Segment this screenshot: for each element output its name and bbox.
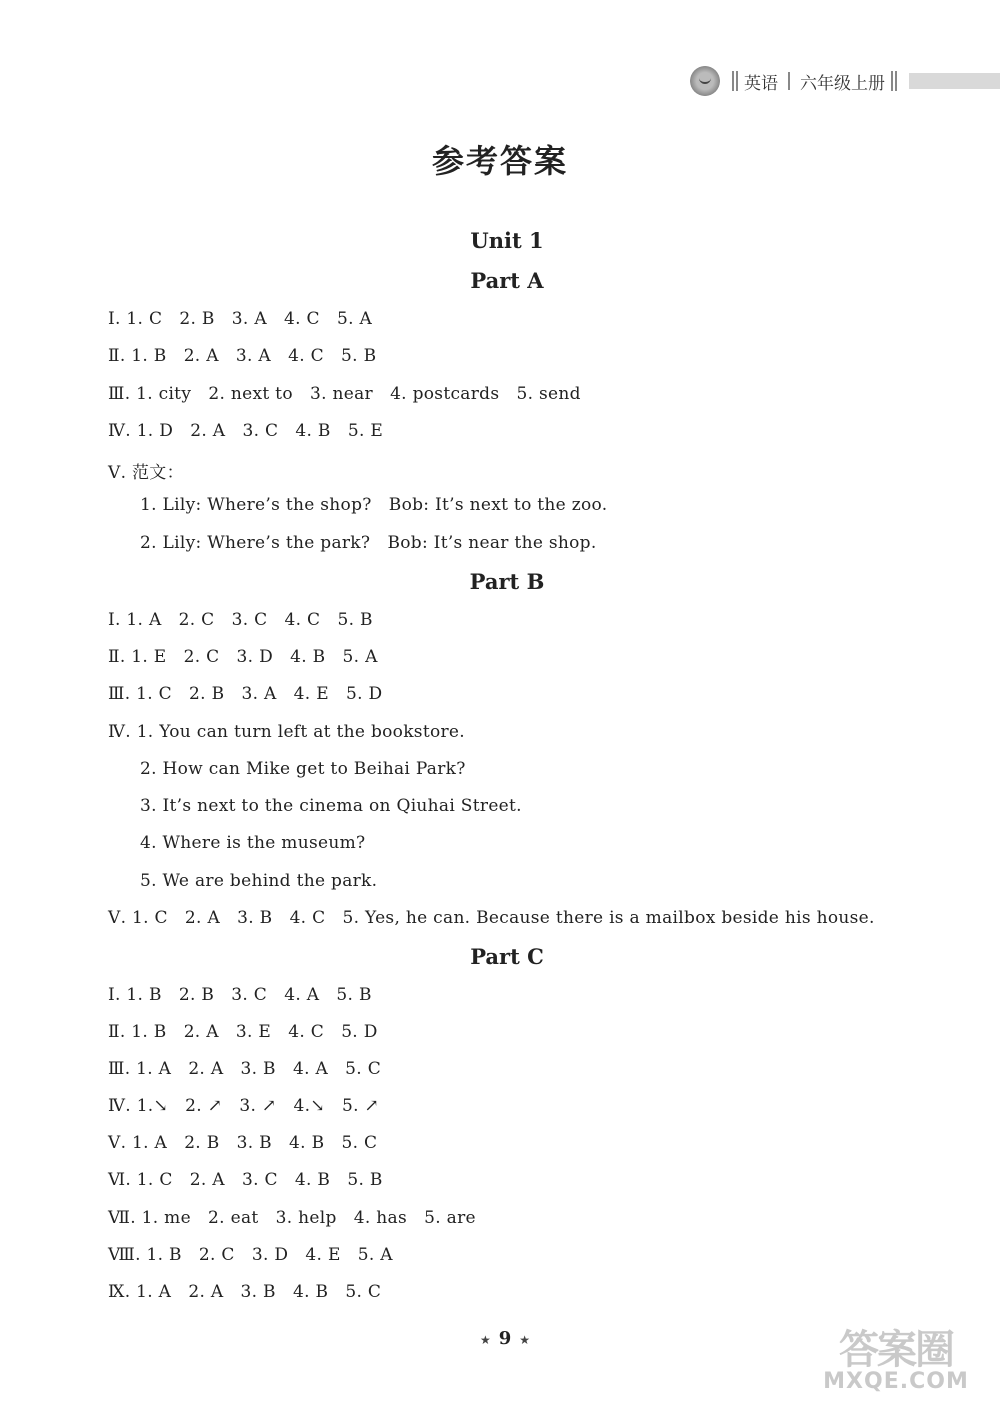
answer-line: 3. It’s next to the cinema on Qiuhai Street. <box>140 796 522 816</box>
part-c-title: Part C <box>470 944 544 969</box>
divider-bars-right <box>891 71 897 91</box>
answer-line: Ⅳ. 1. D 2. A 3. C 4. B 5. E <box>108 421 384 441</box>
answer-line: Ⅶ. 1. me 2. eat 3. help 4. has 5. are <box>108 1208 476 1228</box>
answer-line: Ⅲ. 1. C 2. B 3. A 4. E 5. D <box>108 684 383 704</box>
answer-line: Ⅰ. 1. A 2. C 3. C 4. C 5. B <box>108 610 373 630</box>
answer-line: Ⅷ. 1. B 2. C 3. D 4. E 5. A <box>108 1245 393 1265</box>
watermark <box>806 1318 986 1394</box>
answer-line: Ⅴ. 1. A 2. B 3. B 4. B 5. C <box>108 1133 378 1153</box>
answer-line: Ⅴ. 范文： <box>108 463 184 483</box>
answer-line: Ⅳ. 1.↘ 2. ↗ 3. ↗ 4.↘ 5. ↗ <box>108 1096 380 1116</box>
answer-line: Ⅰ. 1. C 2. B 3. A 4. C 5. A <box>108 309 373 329</box>
answer-line: 5. We are behind the park. <box>140 871 378 891</box>
part-a-title: Part A <box>470 268 544 293</box>
page-header <box>690 64 1000 98</box>
answer-line: 2. How can Mike get to Beihai Park? <box>140 759 466 779</box>
star-icon: ★ <box>479 1333 491 1347</box>
answer-line: Ⅱ. 1. B 2. A 3. E 4. C 5. D <box>108 1022 378 1042</box>
header-bar <box>909 73 1000 89</box>
answer-line: Ⅰ. 1. B 2. B 3. C 4. A 5. B <box>108 985 372 1005</box>
watermark-logo: 答案圈 <box>839 1327 953 1373</box>
answer-line: Ⅵ. 1. C 2. A 3. C 4. B 5. B <box>108 1170 383 1190</box>
answer-line: 4. Where is the museum? <box>140 833 366 853</box>
answer-line: Ⅲ. 1. city 2. next to 3. near 4. postcards 5. send <box>108 384 581 404</box>
answer-line: Ⅳ. 1. You can turn left at the bookstore. <box>108 722 465 742</box>
part-b-title: Part B <box>469 569 545 594</box>
answer-line: Ⅱ. 1. B 2. A 3. A 4. C 5. B <box>108 346 377 366</box>
answer-line: Ⅸ. 1. A 2. A 3. B 4. B 5. C <box>108 1282 382 1302</box>
answer-line: Ⅴ. 1. C 2. A 3. B 4. C 5. Yes, he can. Because there is a mailbox beside his house. <box>108 908 875 928</box>
grade-label: 六年级上册 <box>800 73 885 94</box>
subject-label: 英语 <box>744 73 778 94</box>
answer-line: 1. Lily: Where’s the shop? Bob: It’s next to the zoo. <box>140 495 608 515</box>
answer-line: 2. Lily: Where’s the park? Bob: It’s near the shop. <box>140 533 597 553</box>
page-number-value: 9 <box>498 1328 512 1349</box>
star-icon: ★ <box>519 1333 531 1347</box>
smiley-logo-icon <box>690 66 720 96</box>
answer-line: Ⅱ. 1. E 2. C 3. D 4. B 5. A <box>108 647 378 667</box>
header-separator <box>788 72 790 90</box>
watermark-url: MXQE.COM <box>823 1369 969 1394</box>
page-title: 参考答案 <box>431 142 568 180</box>
answer-line: Ⅲ. 1. A 2. A 3. B 4. A 5. C <box>108 1059 381 1079</box>
unit-title: Unit 1 <box>470 228 544 253</box>
divider-bars <box>732 71 738 91</box>
